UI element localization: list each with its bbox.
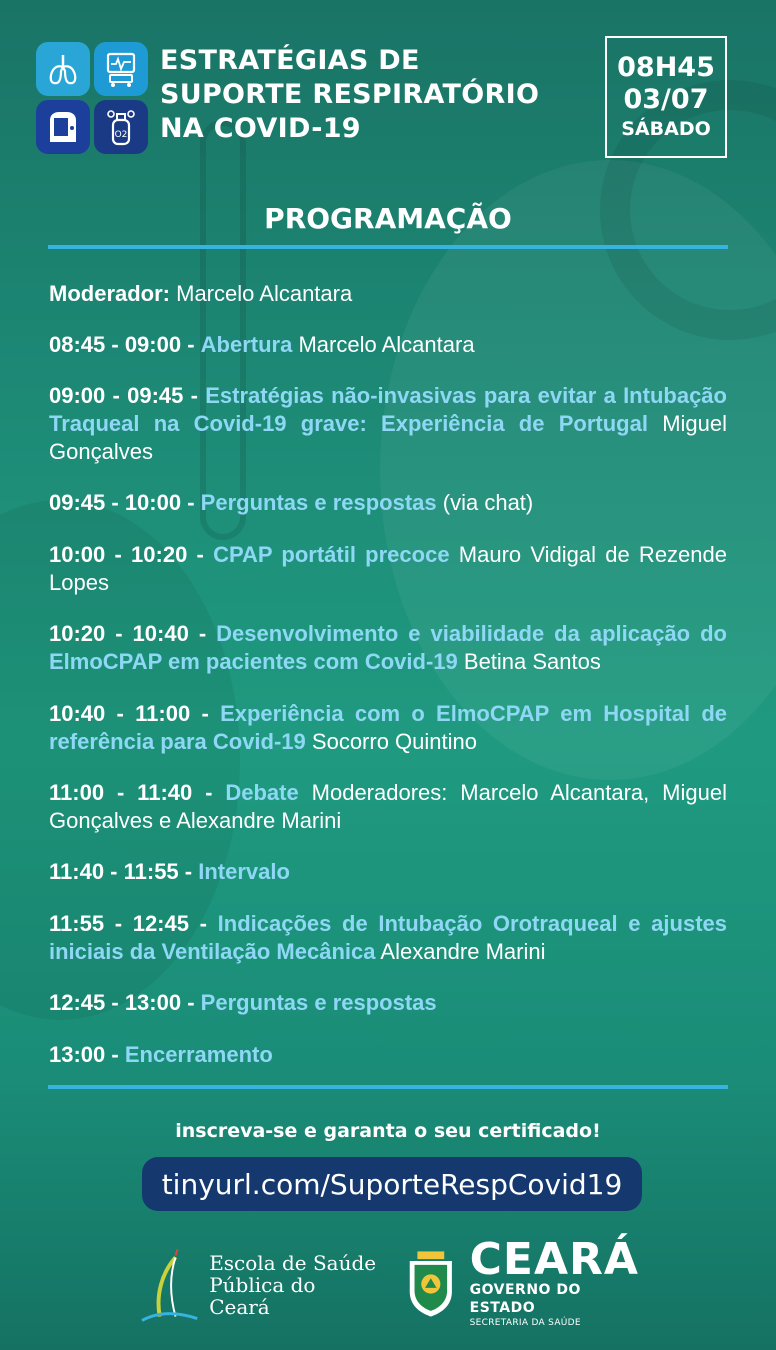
program-time: 10:40 - 11:00 - — [49, 701, 209, 726]
program-title: Perguntas e respostas — [200, 490, 437, 515]
program-title: Intervalo — [198, 859, 290, 884]
esp-emblem-icon — [140, 1243, 199, 1327]
event-title-line: SUPORTE RESPIRATÓRIO — [160, 79, 540, 110]
program-item — [49, 489, 727, 517]
event-title-line: NA COVID-19 — [160, 113, 361, 144]
program-title: Perguntas e respostas — [200, 990, 437, 1015]
svg-text:O2: O2 — [114, 130, 128, 140]
program-item — [49, 700, 727, 756]
program-title: Debate — [225, 780, 299, 805]
program-item — [49, 910, 727, 966]
program-item — [49, 620, 727, 676]
program-item — [49, 541, 727, 597]
ceara-secretariat: SECRETARIA DA SAÚDE — [469, 1318, 581, 1328]
event-title-line: ESTRATÉGIAS DE — [160, 45, 420, 76]
ceara-logo — [404, 1234, 644, 1328]
signup-cta: inscreva-se e garanta o seu certificado! — [175, 1120, 601, 1142]
moderator-name: Marcelo Alcantara — [176, 281, 353, 306]
ceara-text — [469, 1234, 644, 1329]
section-title: PROGRAMAÇÃO — [264, 202, 512, 235]
program-title: CPAP portátil precoce — [213, 542, 450, 567]
divider-top — [48, 245, 728, 249]
program-time: 10:20 - 10:40 - — [49, 621, 207, 646]
program-speaker: Socorro Quintino — [311, 729, 477, 754]
program-title: Encerramento — [124, 1042, 273, 1067]
program-speaker: Alexandre Marini — [380, 939, 546, 964]
program-time: 12:45 - 13:00 - — [49, 990, 195, 1015]
esp-logo — [140, 1240, 380, 1330]
program-title: Indicações de Intubação Orotraqueal e ajustes iniciais da Ventilação Mecânica — [49, 911, 727, 964]
program-item — [49, 858, 727, 886]
monitor-icon — [94, 42, 148, 96]
moderator-line — [49, 280, 352, 308]
program-title: Estratégias não-invasivas para evitar a Intubação Traqueal na Covid-19 grave: Experiência de Portugal — [49, 383, 727, 436]
event-time: 08H45 — [617, 52, 715, 83]
program-time: 09:45 - 10:00 - — [49, 490, 195, 515]
program-title: Experiência com o ElmoCPAP em Hospital de referência para Covid-19 — [49, 701, 727, 754]
header-icons — [36, 42, 148, 154]
program-time: 08:45 - 09:00 - — [49, 332, 195, 357]
program-item — [49, 1041, 727, 1069]
program-title: Abertura — [200, 332, 293, 357]
program-item — [49, 779, 727, 835]
event-date: 03/07 — [623, 84, 709, 115]
signup-link[interactable]: tinyurl.com/SuporteRespCovid19 — [142, 1157, 642, 1211]
program-speaker: Moderadores: Marcelo Alcantara, Miguel Gonçalves e Alexandre Marini — [49, 780, 727, 833]
program-time: 10:00 - 10:20 - — [49, 542, 204, 567]
program-speaker: Miguel Gonçalves — [49, 411, 727, 464]
program-title: Desenvolvimento e viabilidade da aplicação do ElmoCPAP em pacientes com Covid-19 — [49, 621, 727, 674]
moderator-label: Moderador: — [49, 281, 170, 306]
ceara-name: CEARÁ — [469, 1234, 639, 1285]
ceara-coat-of-arms-icon — [404, 1248, 458, 1320]
ventilator-icon — [36, 100, 90, 154]
esp-line1: Escola de Saúde — [209, 1251, 377, 1275]
ceara-government: GOVERNO DO ESTADO — [469, 1282, 581, 1316]
esp-line2: Pública do Ceará — [209, 1273, 316, 1319]
date-box — [605, 36, 727, 158]
program-time: 09:00 - 09:45 - — [49, 383, 198, 408]
program-time: 11:55 - 12:45 - — [49, 911, 207, 936]
program-item — [49, 331, 727, 359]
oxygen-cylinder-icon — [94, 100, 148, 154]
program-speaker: (via chat) — [442, 490, 534, 515]
program-speaker: Betina Santos — [463, 649, 601, 674]
program-time: 11:40 - 11:55 - — [49, 859, 193, 884]
program-time: 13:00 - — [49, 1042, 119, 1067]
program-time: 11:00 - 11:40 - — [49, 780, 213, 805]
program-item — [49, 989, 727, 1017]
program-speaker: Mauro Vidigal de Rezende Lopes — [49, 542, 727, 595]
esp-name — [209, 1252, 380, 1318]
lungs-icon — [36, 42, 90, 96]
program-speaker: Marcelo Alcantara — [298, 332, 475, 357]
event-weekday: SÁBADO — [621, 118, 711, 140]
divider-bottom — [48, 1085, 728, 1089]
program-item — [49, 382, 727, 466]
event-title — [160, 44, 560, 146]
